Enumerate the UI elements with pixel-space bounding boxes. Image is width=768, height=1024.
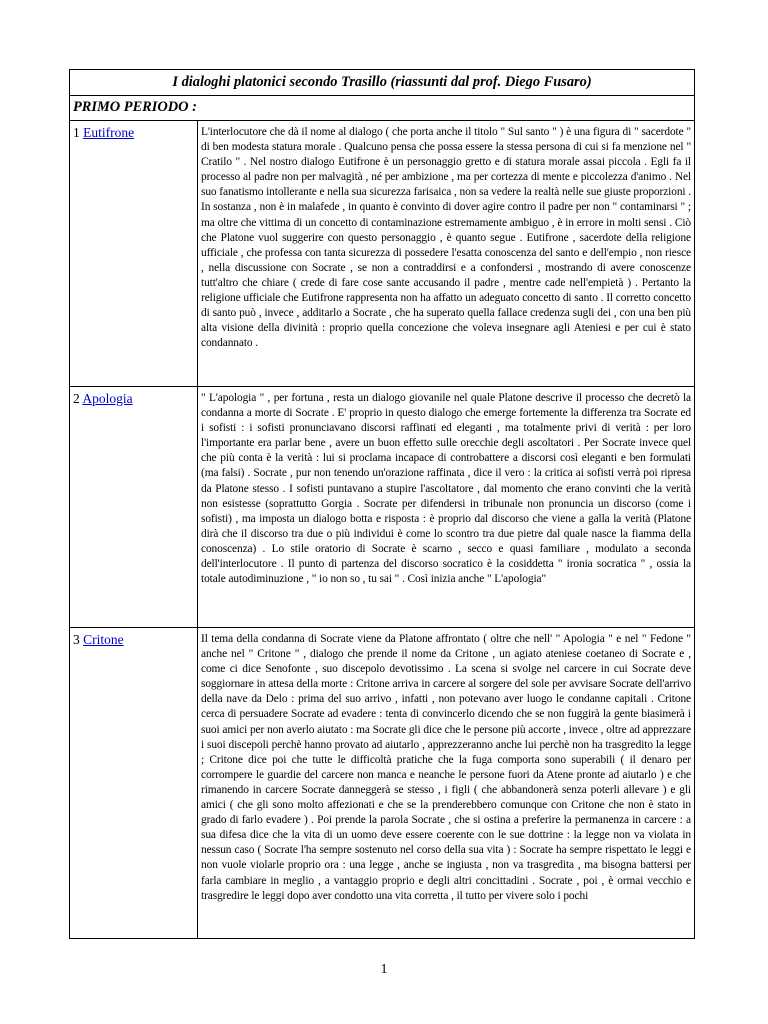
document-title: I dialoghi platonici secondo Trasillo (riassunti dal prof. Diego Fusaro) <box>172 74 592 90</box>
dialogue-number: 3 <box>73 632 80 647</box>
dialogue-row-apologia <box>70 386 694 627</box>
dialogue-label-cell <box>70 628 198 938</box>
title-row <box>70 70 694 95</box>
dialogue-label-cell <box>70 387 198 627</box>
dialogue-number: 2 <box>73 391 80 406</box>
dialogues-table <box>69 69 695 939</box>
dialogue-link-apologia[interactable]: Apologia <box>82 391 133 406</box>
page-number: 1 <box>380 962 388 977</box>
dialogue-row-critone <box>70 627 694 938</box>
dialogue-summary: L'interlocutore che dà il nome al dialogo ( che porta anche il titolo " Sul santo " ) è una figura di " sacerdote " di ben modesta statura morale . Qualcuno pensa che possa essere la stessa persona di cui si fa menzione nel " Cratilo " . Nel nostro dialogo Eutifrone è un personaggio gretto e di statura morale assai piccola . Egli fa il processo al padre non per malvagità , né per ambizione , ma per cortezza di mente e piccolezza d'animo . Nel suo fanatismo intollerante e nella sua sicurezza farisaica , non sa vedere la realtà nelle sue giuste proporzioni . In sostanza , non è in malafede , in quanto è convinto di dover agire contro il padre per non " contaminarsi " ; ma oltre che vittima di un concetto di contaminazione estremamente ambiguo , è in errore in molti sensi . Ciò che Platone vuol suggerire con questo personaggio , è quanto segue . Eutifrone , sacerdote della religione ufficiale , che professa con tanta sicurezza di possedere l'esatta conoscenza del santo e dell'empio , non riesce , nella discussione con Socrate , se non a contraddirsi e a confondersi , mostrando di avere conoscenze tutt'altro che chiare ( crede di fare cose sante accusando il padre , mentre cade nell'empietà ) . Pertanto la religione ufficiale che Eutifrone rappresenta non ha affatto un adeguato concetto di santo . Il corretto concetto di santo può , invece , additarlo a Socrate , che ha superato quella fallace credenza sugli dei , con una ben più alta visione della divinità : proprio quella concezione che voleva insegnare agli Ateniesi e per cui è stato condannato . <box>201 126 691 350</box>
dialogue-row-eutifrone <box>70 120 694 386</box>
period-row <box>70 95 694 120</box>
dialogue-number: 1 <box>73 125 80 140</box>
dialogue-link-eutifrone[interactable]: Eutifrone <box>83 125 135 140</box>
dialogue-link-critone[interactable]: Critone <box>83 632 124 647</box>
period-heading: PRIMO PERIODO : <box>73 99 197 115</box>
dialogue-summary: Il tema della condanna di Socrate viene da Platone affrontato ( oltre che nell' " Apologia " e nel " Fedone " anche nel " Critone " , dialogo che prende il nome da Critone , un agiato ateniese coetaneo di Socrate e , come ci dice Senofonte , suo discepolo devotissimo . La scena si svolge nel carcere in cui Socrate deve soggiornare in attesa della morte : Critone arriva in carcere al sorgere del sole per avvisare Socrate dell'arrivo della nave da Delo : prima del suo arrivo , infatti , non potevano aver luogo le condanne capitali . Critone cerca di persuadere Socrate ad evadere : tenta di convincerlo dicendo che se non fuggirà la gente biasimerà i suoi amici per non averlo aiutato : ma Socrate gli dice che le persone più accorte , invece , oltre ad apprezzare i suoi discepoli perchè hanno provato ad aiutarlo , apprezzeranno anche lui perchè non ha trasgredito la legge ; Critone dice poi che tutte le difficoltà pratiche che la fuga comporta sono superabili ( il denaro per corrompere le guardie del carcere non manca e neanche le persone fuori da Atene pronte ad aiutarlo ) e che rimanendo in carcere Socrate danneggerà se stesso , i figli ( che abbandonerà senza poterli allevare ) e gli amici ( che gli sono molto affezionati e che se la prenderebbero comunque con Critone che non è stato in grado di farlo evadere ) . Poi prende la parola Socrate , che si ostina a preferire la permanenza in carcere : a sua difesa dice che la vita di un uomo deve essere coerente con le sue dottrine : la legge non va violata in nessun caso ( Socrate l'ha sempre sostenuto nel corso della sua vita ) : Socrate ha sempre rispettato le leggi e non vuole violarle proprio ora : una legge , anche se ingiusta , non va trasgredita , ma bisogna battersi per farla cambiare in meglio , a vantaggio proprio e degli altri concittadini . Socrate , poi , è ormai vecchio e trasgredire le leggi dopo aver condotto una vita corretta , il tutto per vivere solo i pochi <box>201 633 691 902</box>
dialogue-label-cell <box>70 121 198 386</box>
dialogue-summary: " L'apologia " , per fortuna , resta un dialogo giovanile nel quale Platone descrive il processo che decretò la condanna a morte di Socrate . E' proprio in questo dialogo che emerge fortemente la differenza tra Socrate ed i sofisti : i sofisti pronunciavano discorsi raffinati ed eleganti , ma totalmente privi di verità : per loro l'importante era parlar bene , avere un buon effetto sulle orecchie degli ascoltatori . Per Socrate invece quel che più conta è la verità : lui si proclama incapace di controbattere a discorsi così eleganti e ben formulati (ma falsi) . Socrate , pur non tenendo un'orazione raffinata , dice il vero : la critica ai sofisti verrà poi ripresa da Platone stesso . I sofisti puntavano a stupire l'ascoltatore , dal momento che erano convinti che la verità non esistesse (soprattutto Gorgia . Socrate per difendersi in tribunale non pronuncia un discorso (come i sofisti) , ma imposta un dialogo botta e risposta : è proprio dal discorso che viene a galla la verità (Platone dirà che il discorso tra due o più individui è come lo scontro tra due pietre dal quale nasce la fiamma della conoscenza) . Lo stile oratorio di Socrate è scarno , secco e quasi familiare , modulato a seconda dell'interlocutore . Il punto di partenza del discorso socratico è la cosiddetta " ironia socratica " , ossia la totale autodiminuzione , " io non so , tu sai " . Così inizia anche " L'apologia" <box>201 392 691 586</box>
